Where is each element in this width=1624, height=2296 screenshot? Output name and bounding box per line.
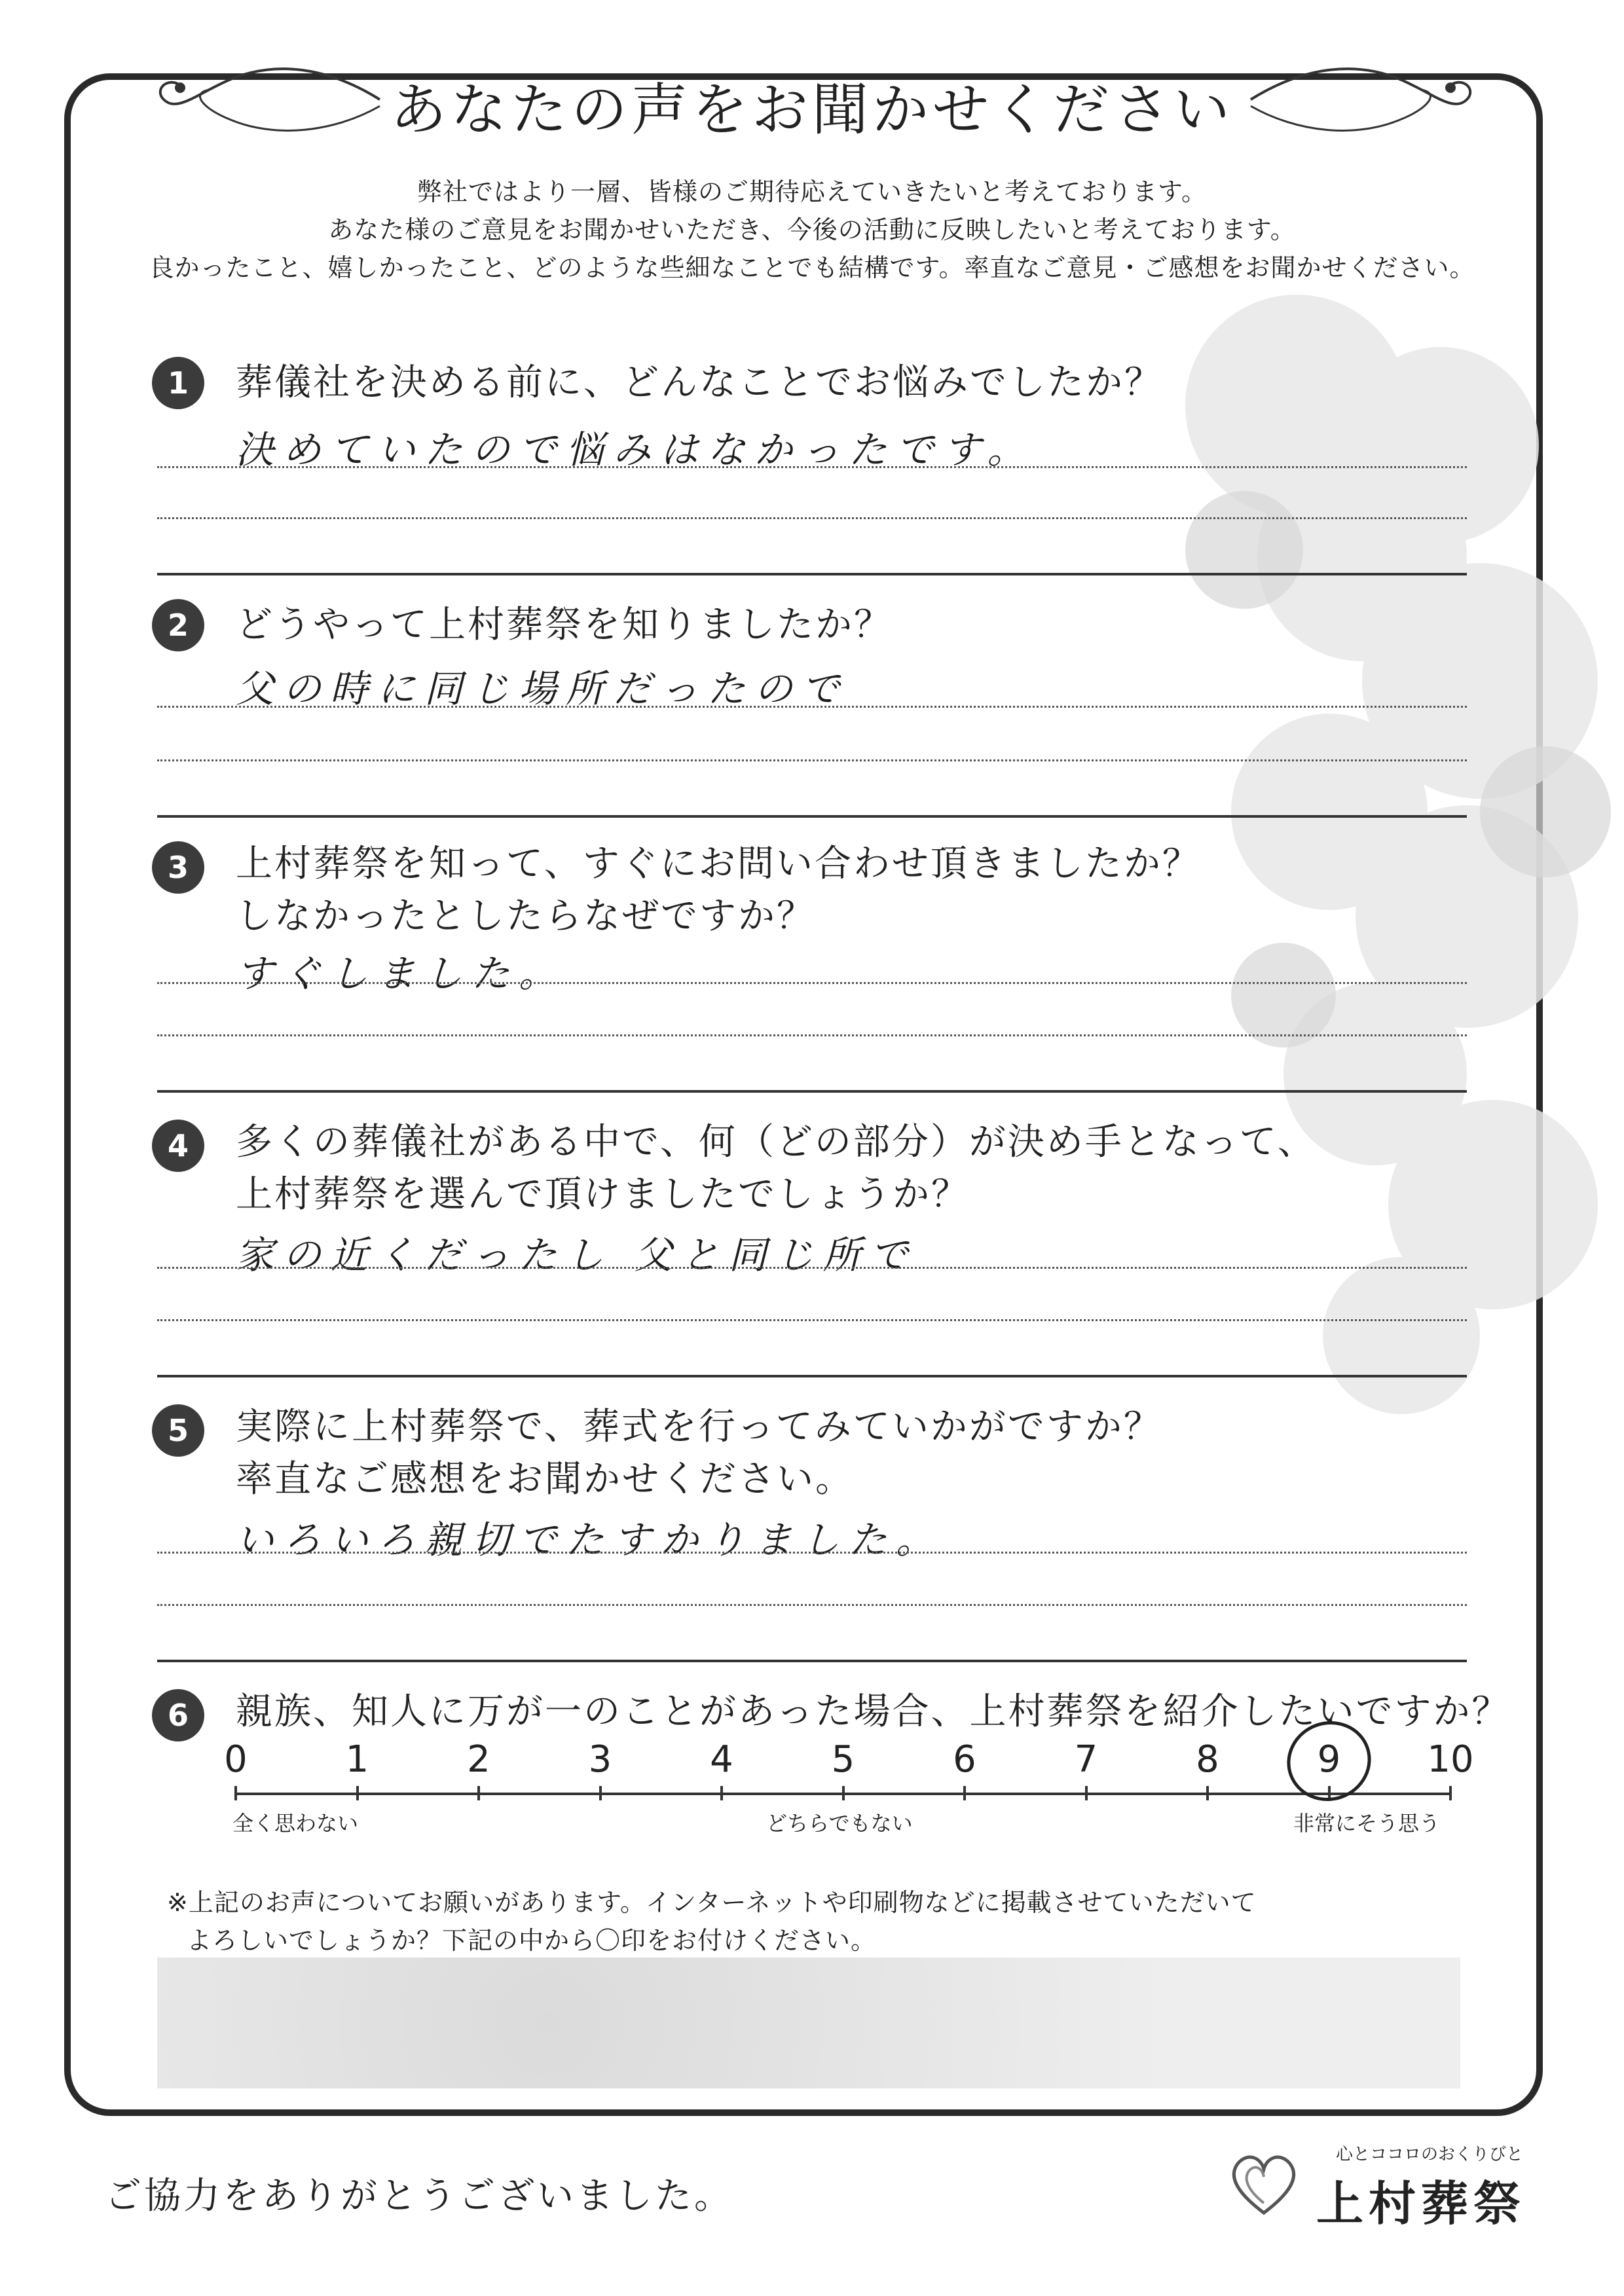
question-number-badge: 1 (152, 357, 204, 409)
question-3-answer: すぐしました。 (236, 951, 566, 996)
scale-tick (477, 1786, 480, 1800)
answer-line (157, 466, 1467, 468)
answer-line (157, 1267, 1467, 1269)
scale-option-1[interactable]: 1 (345, 1738, 369, 1781)
thank-you-message: ご協力をありがとうございました。 (105, 2175, 733, 2217)
scale-option-4[interactable]: 4 (710, 1738, 733, 1781)
publication-consent-note-line-1: ※上記のお声についてお願いがあります。インターネットや印刷物などに掲載させていただいて (167, 1888, 1257, 1917)
scale-option-6[interactable]: 6 (953, 1738, 976, 1781)
section-divider (157, 815, 1467, 818)
question-4-text-line-2: 上村葬祭を選んで頂けましたでしょうか？ (236, 1173, 970, 1216)
answer-line (157, 1319, 1467, 1321)
scale-option-7[interactable]: 7 (1074, 1738, 1098, 1781)
question-number-badge: 6 (152, 1689, 204, 1741)
section-divider (157, 573, 1467, 575)
answer-line (157, 982, 1467, 984)
scale-option-2[interactable]: 2 (467, 1738, 490, 1781)
scale-option-5[interactable]: 5 (831, 1738, 855, 1781)
answer-line (157, 1034, 1467, 1036)
scale-tick (1085, 1786, 1088, 1800)
question-1-text: 葬儀社を決める前に、どんなことでお悩みでしたか？ (236, 361, 1163, 404)
scale-tick (963, 1786, 966, 1800)
scale-option-8[interactable]: 8 (1196, 1738, 1219, 1781)
question-2-answer: 父の時に同じ場所だったので (236, 666, 849, 711)
scale-tick (1328, 1786, 1331, 1800)
question-1-answer: 決めていたので悩みはなかったです。 (236, 428, 1035, 472)
section-divider (157, 1090, 1467, 1093)
answer-line (157, 1604, 1467, 1606)
page-title: あなたの声をお聞かせください (390, 77, 1234, 143)
scale-tick (1206, 1786, 1209, 1800)
logo-tagline: 心とココロのおくりびと (1336, 2145, 1524, 2164)
scale-tick (842, 1786, 845, 1800)
scale-option-0[interactable]: 0 (224, 1738, 248, 1781)
section-divider (157, 1660, 1467, 1662)
question-5-text-line-2: 率直なご感想をお聞かせください。 (236, 1458, 854, 1501)
answer-line (157, 706, 1467, 708)
consent-options-area-obscured (157, 1958, 1460, 2088)
question-5-text-line-1: 実際に上村葬祭で、葬式を行ってみていかがですか？ (236, 1406, 1162, 1448)
answer-line (157, 517, 1467, 519)
scale-option-3[interactable]: 3 (588, 1738, 612, 1781)
scale-label-high: 非常にそう思う (1293, 1811, 1441, 1836)
scale-tick (356, 1786, 359, 1800)
heart-logo-icon (1225, 2144, 1303, 2223)
intro-line-3: 良かったこと、嬉しかったこと、どのような些細なことでも結構です。率直なご意見・ご感想をお聞かせください。 (149, 253, 1475, 282)
answer-line (157, 759, 1467, 761)
question-3-text-line-2: しなかったとしたらなぜですか？ (236, 895, 815, 938)
scale-tick (599, 1786, 602, 1800)
question-6-text: 親族、知人に万が一のことがあった場合、上村葬祭を紹介したいですか？ (236, 1690, 1511, 1733)
scale-option-10[interactable]: 10 (1427, 1738, 1474, 1781)
question-5-answer: いろいろ親切でたすかりました。 (236, 1518, 944, 1562)
scale-label-mid: どちらでもない (766, 1811, 913, 1836)
question-number-badge: 4 (152, 1120, 204, 1172)
answer-line (157, 1552, 1467, 1554)
section-divider (157, 1375, 1467, 1377)
scale-tick (1449, 1786, 1452, 1800)
scale-tick (720, 1786, 723, 1800)
logo-company-name: 上村葬祭 (1316, 2176, 1526, 2231)
scale-option-9[interactable]: 9 (1317, 1738, 1341, 1781)
publication-consent-note-line-2: よろしいでしょうか？下記の中から〇印をお付けください。 (187, 1926, 877, 1955)
intro-line-2: あなた様のご意見をお聞かせいただき、今後の活動に反映したいと考えております。 (328, 215, 1296, 244)
question-2-text: どうやって上村葬祭を知りましたか？ (236, 604, 893, 646)
question-4-text-line-1: 多くの葬儀社がある中で、何（どの部分）が決め手となって、 (236, 1121, 1316, 1163)
scale-label-low: 全く思わない (232, 1811, 359, 1836)
scale-tick (234, 1786, 237, 1800)
question-number-badge: 2 (152, 599, 204, 651)
question-number-badge: 3 (152, 841, 204, 894)
question-4-answer: 家の近くだったし 父と同じ所で (236, 1233, 917, 1277)
intro-line-1: 弊社ではより一層、皆様のご期待応えていきたいと考えております。 (417, 177, 1207, 206)
question-number-badge: 5 (152, 1404, 204, 1457)
question-3-text-line-1: 上村葬祭を知って、すぐにお問い合わせ頂きましたか？ (236, 843, 1201, 885)
